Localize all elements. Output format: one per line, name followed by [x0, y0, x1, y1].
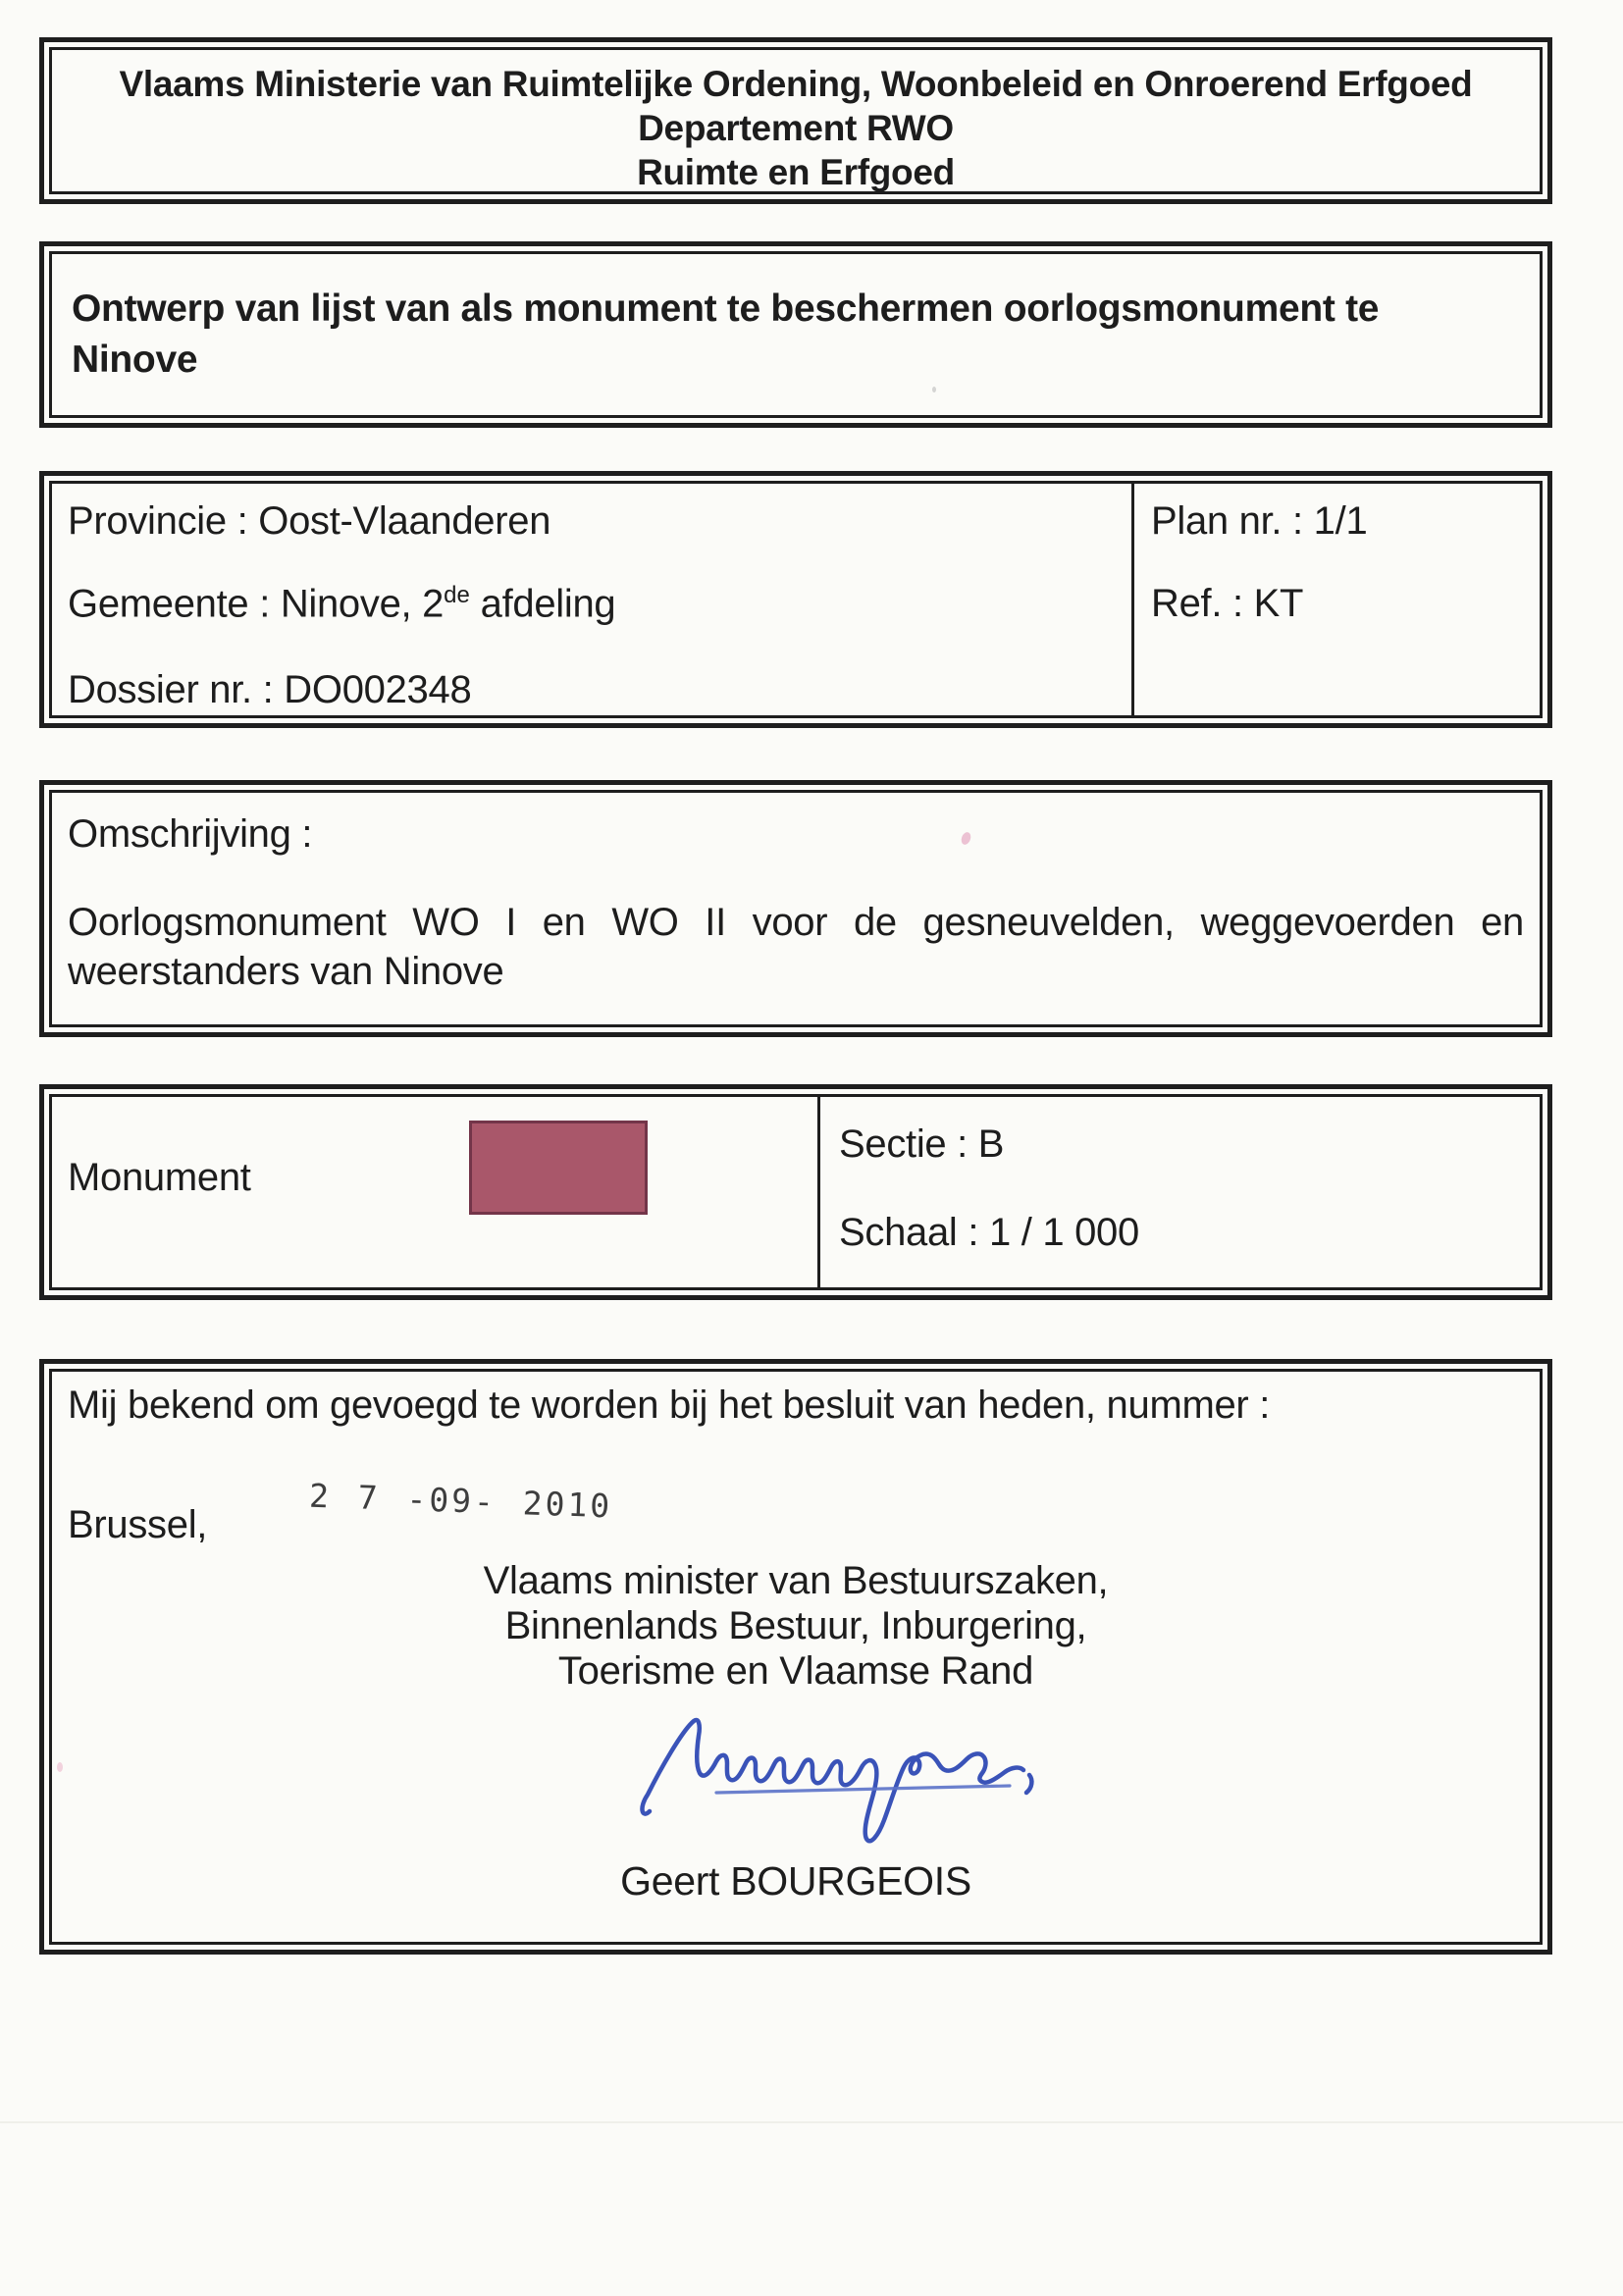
scan-speck	[57, 1762, 63, 1772]
place-label: Brussel,	[68, 1503, 208, 1546]
details-box	[39, 471, 1552, 728]
ministry-header-lines	[52, 62, 1540, 194]
signer-name: Geert BOURGEOIS	[620, 1858, 971, 1904]
signature-box	[39, 1359, 1552, 1955]
minister-title-block	[52, 1558, 1540, 1694]
title-box	[39, 241, 1552, 428]
scale-value: Schaal : 1 / 1 000	[839, 1211, 1139, 1254]
division-name: Ruimte en Erfgoed	[637, 152, 955, 192]
title-box-inner	[49, 251, 1543, 418]
dossier-row: Dossier nr. : DO002348	[68, 668, 472, 711]
ministry-name: Vlaams Ministerie van Ruimtelijke Ordening, Woonbeleid en Onroerend Erfgoed	[119, 64, 1473, 104]
plan-number: Plan nr. : 1/1	[1151, 499, 1368, 543]
scan-speck	[932, 387, 936, 392]
legend-divider	[817, 1097, 820, 1287]
document-title-line-2: Ninove	[72, 339, 198, 381]
details-divider	[1131, 484, 1134, 715]
description-label: Omschrijving :	[68, 812, 313, 856]
scan-line	[0, 2121, 1623, 2123]
minister-title-line-1: Vlaams minister van Bestuurszaken,	[483, 1559, 1109, 1602]
details-box-inner	[49, 481, 1543, 718]
province-row: Provincie : Oost-Vlaanderen	[68, 499, 551, 543]
minister-title-line-2: Binnenlands Bestuur, Inburgering,	[504, 1604, 1087, 1647]
date-stamp: 2 7 -09- 2010	[308, 1476, 613, 1526]
municipality-superscript: de	[444, 582, 470, 608]
document-title	[72, 284, 1500, 386]
description-line-1: Oorlogsmonument WO I en WO II voor de gesneuvelden, weggevoerden en	[68, 901, 1524, 944]
municipality-text: Gemeente : Ninove, 2	[68, 582, 445, 626]
document-title-line-1: Ontwerp van lijst van als monument te beschermen oorlogsmonument te	[72, 287, 1380, 330]
ministry-header-inner	[49, 47, 1543, 194]
signature-box-inner	[49, 1369, 1543, 1945]
minister-title-line-3: Toerisme en Vlaamse Rand	[557, 1649, 1034, 1693]
description-line-2: weerstanders van Ninove	[68, 950, 504, 993]
department-name: Departement RWO	[638, 108, 954, 148]
monument-swatch	[469, 1121, 648, 1215]
municipality-suffix: afdeling	[469, 582, 616, 626]
legend-box-inner	[49, 1094, 1543, 1290]
description-box-inner	[49, 790, 1543, 1027]
attachment-note: Mij bekend om gevoegd te worden bij het besluit van heden, nummer :	[68, 1383, 1271, 1427]
legend-label: Monument	[68, 1156, 251, 1199]
description-box	[39, 780, 1552, 1037]
signature	[638, 1710, 1089, 1852]
municipality-row	[68, 582, 615, 626]
section-value: Sectie : B	[839, 1122, 1005, 1166]
legend-box	[39, 1084, 1552, 1300]
ministry-header-box	[39, 37, 1552, 204]
reference: Ref. : KT	[1151, 582, 1304, 625]
